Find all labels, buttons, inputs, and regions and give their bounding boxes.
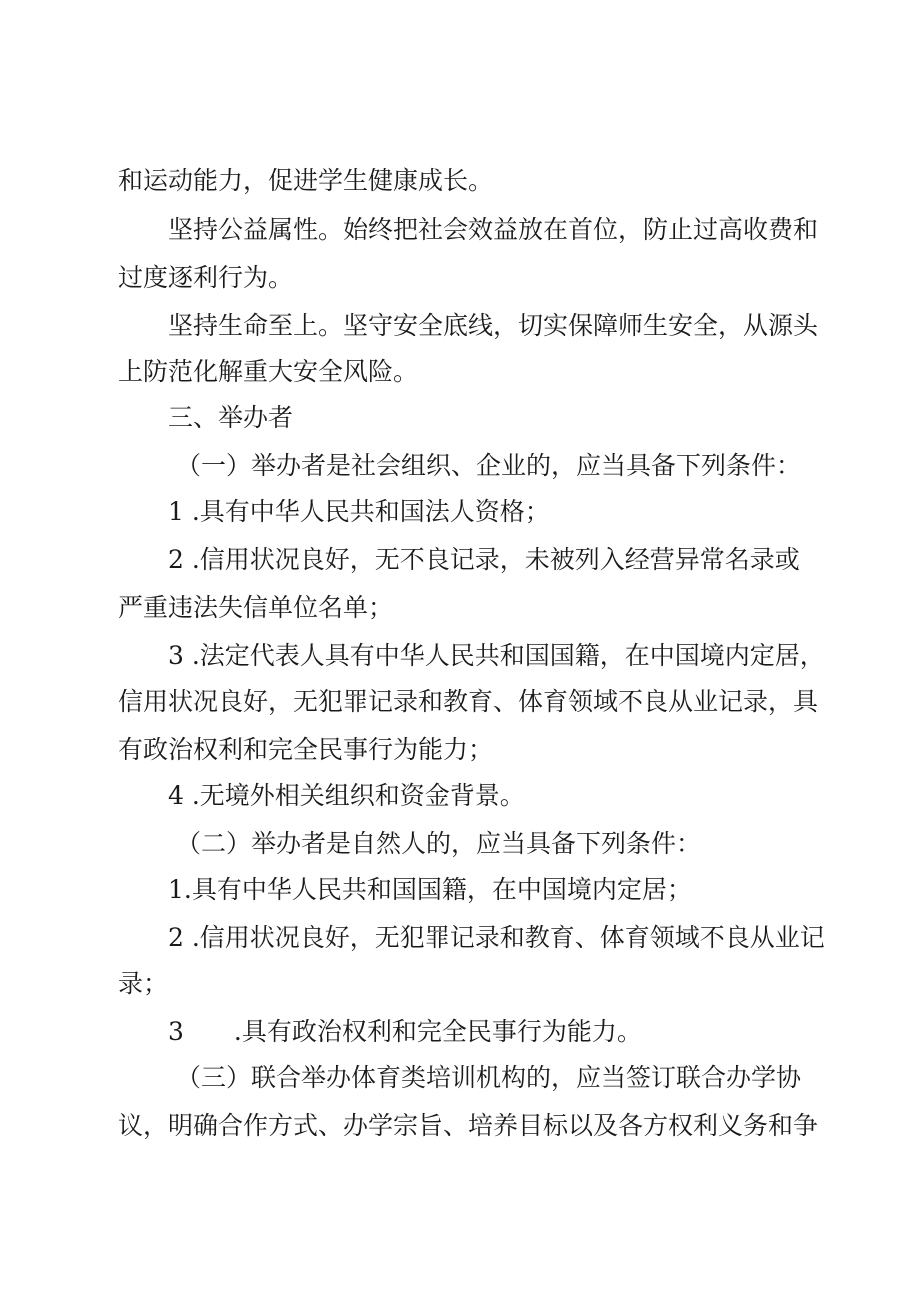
text-line: 议，明确合作方式、办学宗旨、培养目标以及各方权利义务和争 [118, 1111, 819, 1140]
list-item: 2 .信用状况良好，无犯罪记录和教育、体育领域不良从业记 [168, 923, 825, 952]
text-line: 坚持生命至上。坚守安全底线，切实保障师生安全，从源头 [168, 311, 819, 340]
subsection-heading: （一）举办者是社会组织、企业的，应当具备下列条件： [176, 451, 802, 480]
text-line: 和运动能力，促进学生健康成长。 [118, 166, 494, 195]
text-line: 上防范化解重大安全风险。 [118, 357, 419, 386]
text-line: 坚持公益属性。始终把社会效益放在首位，防止过高收费和 [168, 215, 819, 244]
list-item: 1.具有中华人民共和国国籍，在中国境内定居； [168, 875, 692, 904]
subsection-heading: （三）联合举办体育类培训机构的，应当签订联合办学协 [176, 1063, 802, 1092]
text-line: 录； [118, 969, 169, 998]
list-item: 1 .具有中华人民共和国法人资格； [168, 497, 550, 526]
list-item: 4 .无境外相关组织和资金背景。 [168, 781, 525, 810]
subsection-heading: （二）举办者是自然人的，应当具备下列条件： [176, 829, 702, 858]
list-item: 2 .信用状况良好，无不良记录，未被列入经营异常名录或 [168, 545, 800, 574]
list-item: 3 .法定代表人具有中华人民共和国国籍，在中国境内定居， [168, 641, 825, 670]
text-line: 严重违法失信单位名单； [118, 593, 394, 622]
list-item: 3 .具有政治权利和完全民事行为能力。 [168, 1017, 642, 1046]
section-heading: 三、举办者 [168, 403, 294, 432]
text-line: 过度逐利行为。 [118, 263, 294, 292]
text-line: 信用状况良好，无犯罪记录和教育、体育领域不良从业记录，具 [118, 687, 819, 716]
text-line: 有政治权利和完全民事行为能力； [118, 735, 494, 764]
